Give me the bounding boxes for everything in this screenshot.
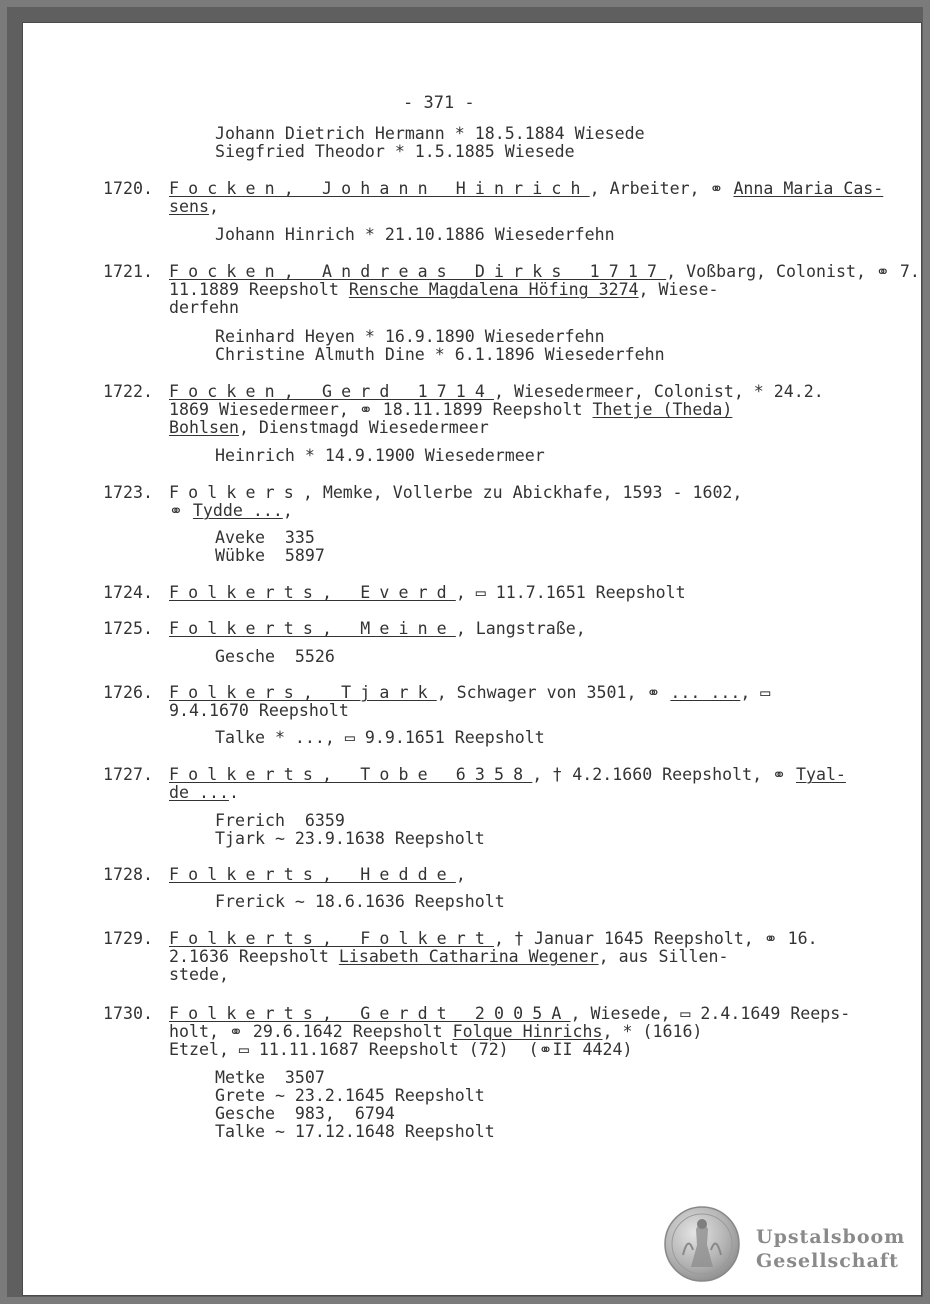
entry-number: 1723. bbox=[103, 483, 153, 502]
entry-line: holt, ⚭ 29.6.1642 Reepsholt Folque Hinrichs, * (1616) bbox=[169, 1022, 703, 1041]
entry-line: Folkerts, Everd, ▭ 11.7.1651 Reepsholt bbox=[169, 583, 686, 602]
child-line: Heinrich * 14.9.1900 Wiesedermeer bbox=[215, 446, 545, 465]
entry-line: Focken, Johann Hinrich, Arbeiter, ⚭ Anna Maria Cas- bbox=[169, 179, 884, 198]
entry-name: Focken, Gerd 1714 bbox=[169, 382, 495, 401]
entry-line: Folkerts, Meine, Langstraße, bbox=[169, 619, 586, 638]
entry-number: 1722. bbox=[103, 382, 153, 401]
child-line: Christine Almuth Dine * 6.1.1896 Wiesederfehn bbox=[215, 345, 665, 364]
spouse-name: Anna Maria Cas- bbox=[733, 179, 884, 198]
logo-line-1: Upstalsboom bbox=[756, 1226, 906, 1248]
entry-name: Folkers bbox=[169, 483, 303, 502]
spouse-name: Folque Hinrichs bbox=[452, 1022, 603, 1041]
child-line: Frerich 6359 bbox=[215, 811, 345, 830]
entry-name: Focken, Andreas Dirks 1717 bbox=[169, 262, 667, 281]
entry-name: Folkerts, Tobe 6358 bbox=[169, 765, 533, 784]
entry-line: 11.1889 Reepsholt Rensche Magdalena Höfing 3274, Wiese- bbox=[169, 280, 719, 299]
entry-name: Folkerts, Everd bbox=[169, 583, 456, 602]
entry-line: Folkers, Tjark, Schwager von 3501, ⚭ ... ..., ▭ bbox=[169, 683, 771, 702]
spouse-name: ... ... bbox=[670, 683, 741, 702]
child-line: Gesche 5526 bbox=[215, 647, 335, 666]
spouse-name: Thetje (Theda) bbox=[592, 400, 733, 419]
entry-line: Folkerts, Folkert, † Januar 1645 Reepsholt, ⚭ 16. bbox=[169, 929, 818, 948]
entry-name: Folkerts, Folkert bbox=[169, 929, 495, 948]
entry-line: stede, bbox=[169, 965, 229, 984]
child-line: Aveke 335 bbox=[215, 528, 315, 547]
child-line: Tjark ~ 23.9.1638 Reepsholt bbox=[215, 829, 485, 848]
entry-line: sens, bbox=[169, 197, 219, 216]
entry-line: Focken, Andreas Dirks 1717, Voßbarg, Colonist, ⚭ 7. bbox=[169, 262, 920, 281]
child-line: Talke ~ 17.12.1648 Reepsholt bbox=[215, 1122, 495, 1141]
entry-number: 1725. bbox=[103, 619, 153, 638]
entry-number: 1728. bbox=[103, 865, 153, 884]
entry-number: 1727. bbox=[103, 765, 153, 784]
entry-line: ⚭ Tydde ..., bbox=[169, 501, 293, 520]
entry-number: 1720. bbox=[103, 179, 153, 198]
entry-line: de .... bbox=[169, 783, 239, 802]
entry-line: Folkerts, Gerdt 2005A, Wiesede, ▭ 2.4.1649 Reeps- bbox=[169, 1004, 851, 1023]
spouse-name: Tydde ... bbox=[192, 501, 283, 520]
child-line: Johann Hinrich * 21.10.1886 Wiesederfehn bbox=[215, 225, 615, 244]
entry-number: 1730. bbox=[103, 1004, 153, 1023]
page-frame bbox=[7, 7, 923, 1297]
entry-line: Etzel, ▭ 11.11.1687 Reepsholt (72) (⚭II 4424) bbox=[169, 1040, 633, 1059]
child-line: Reinhard Heyen * 16.9.1890 Wiesederfehn bbox=[215, 327, 605, 346]
spouse-name: Tyal- bbox=[795, 765, 846, 784]
entry-line: Folkerts, Tobe 6358, † 4.2.1660 Reepsholt, ⚭ Tyal- bbox=[169, 765, 846, 784]
logo-line-2: Gesellschaft bbox=[756, 1250, 899, 1272]
entry-name: Folkers, Tjark bbox=[169, 683, 437, 702]
entry-number: 1721. bbox=[103, 262, 153, 281]
entry-name: Folkerts, Hedde bbox=[169, 865, 456, 884]
logo-text bbox=[756, 1225, 905, 1273]
entry-line: 2.1636 Reepsholt Lisabeth Catharina Wegener, aus Sillen- bbox=[169, 947, 729, 966]
child-line: Frerick ~ 18.6.1636 Reepsholt bbox=[215, 892, 505, 911]
seal-icon bbox=[663, 1205, 741, 1283]
entry-line: Folkerts, Hedde, bbox=[169, 865, 466, 884]
entry-number: 1724. bbox=[103, 583, 153, 602]
entry-name: Focken, Johann Hinrich bbox=[169, 179, 590, 198]
entry-line: Bohlsen, Dienstmagd Wiesedermeer bbox=[169, 418, 489, 437]
continuation-line: Siegfried Theodor * 1.5.1885 Wiesede bbox=[215, 142, 575, 161]
page-number: - 371 - bbox=[403, 93, 475, 113]
child-line: Metke 3507 bbox=[215, 1068, 325, 1087]
entry-line: Folkers, Memke, Vollerbe zu Abickhafe, 1593 - 1602, bbox=[169, 483, 743, 502]
entry-line: Focken, Gerd 1714, Wiesedermeer, Colonist, * 24.2. bbox=[169, 382, 824, 401]
child-line: Gesche 983, 6794 bbox=[215, 1104, 395, 1123]
entry-number: 1726. bbox=[103, 683, 153, 702]
entry-name: Folkerts, Gerdt 2005A bbox=[169, 1004, 571, 1023]
entry-line: derfehn bbox=[169, 298, 239, 317]
child-line: Talke * ..., ▭ 9.9.1651 Reepsholt bbox=[215, 728, 545, 747]
child-line: Wübke 5897 bbox=[215, 546, 325, 565]
entry-number: 1729. bbox=[103, 929, 153, 948]
spouse-name: Rensche Magdalena Höfing 3274 bbox=[348, 280, 639, 299]
entry-line: 1869 Wiesedermeer, ⚭ 18.11.1899 Reepsholt Thetje (Theda) bbox=[169, 400, 733, 419]
entry-name: Folkerts, Meine bbox=[169, 619, 456, 638]
spouse-name: Lisabeth Catharina Wegener bbox=[338, 947, 599, 966]
continuation-line: Johann Dietrich Hermann * 18.5.1884 Wiesede bbox=[215, 124, 645, 143]
child-line: Grete ~ 23.2.1645 Reepsholt bbox=[215, 1086, 485, 1105]
document-page bbox=[23, 23, 921, 1295]
entry-line: 9.4.1670 Reepsholt bbox=[169, 701, 349, 720]
